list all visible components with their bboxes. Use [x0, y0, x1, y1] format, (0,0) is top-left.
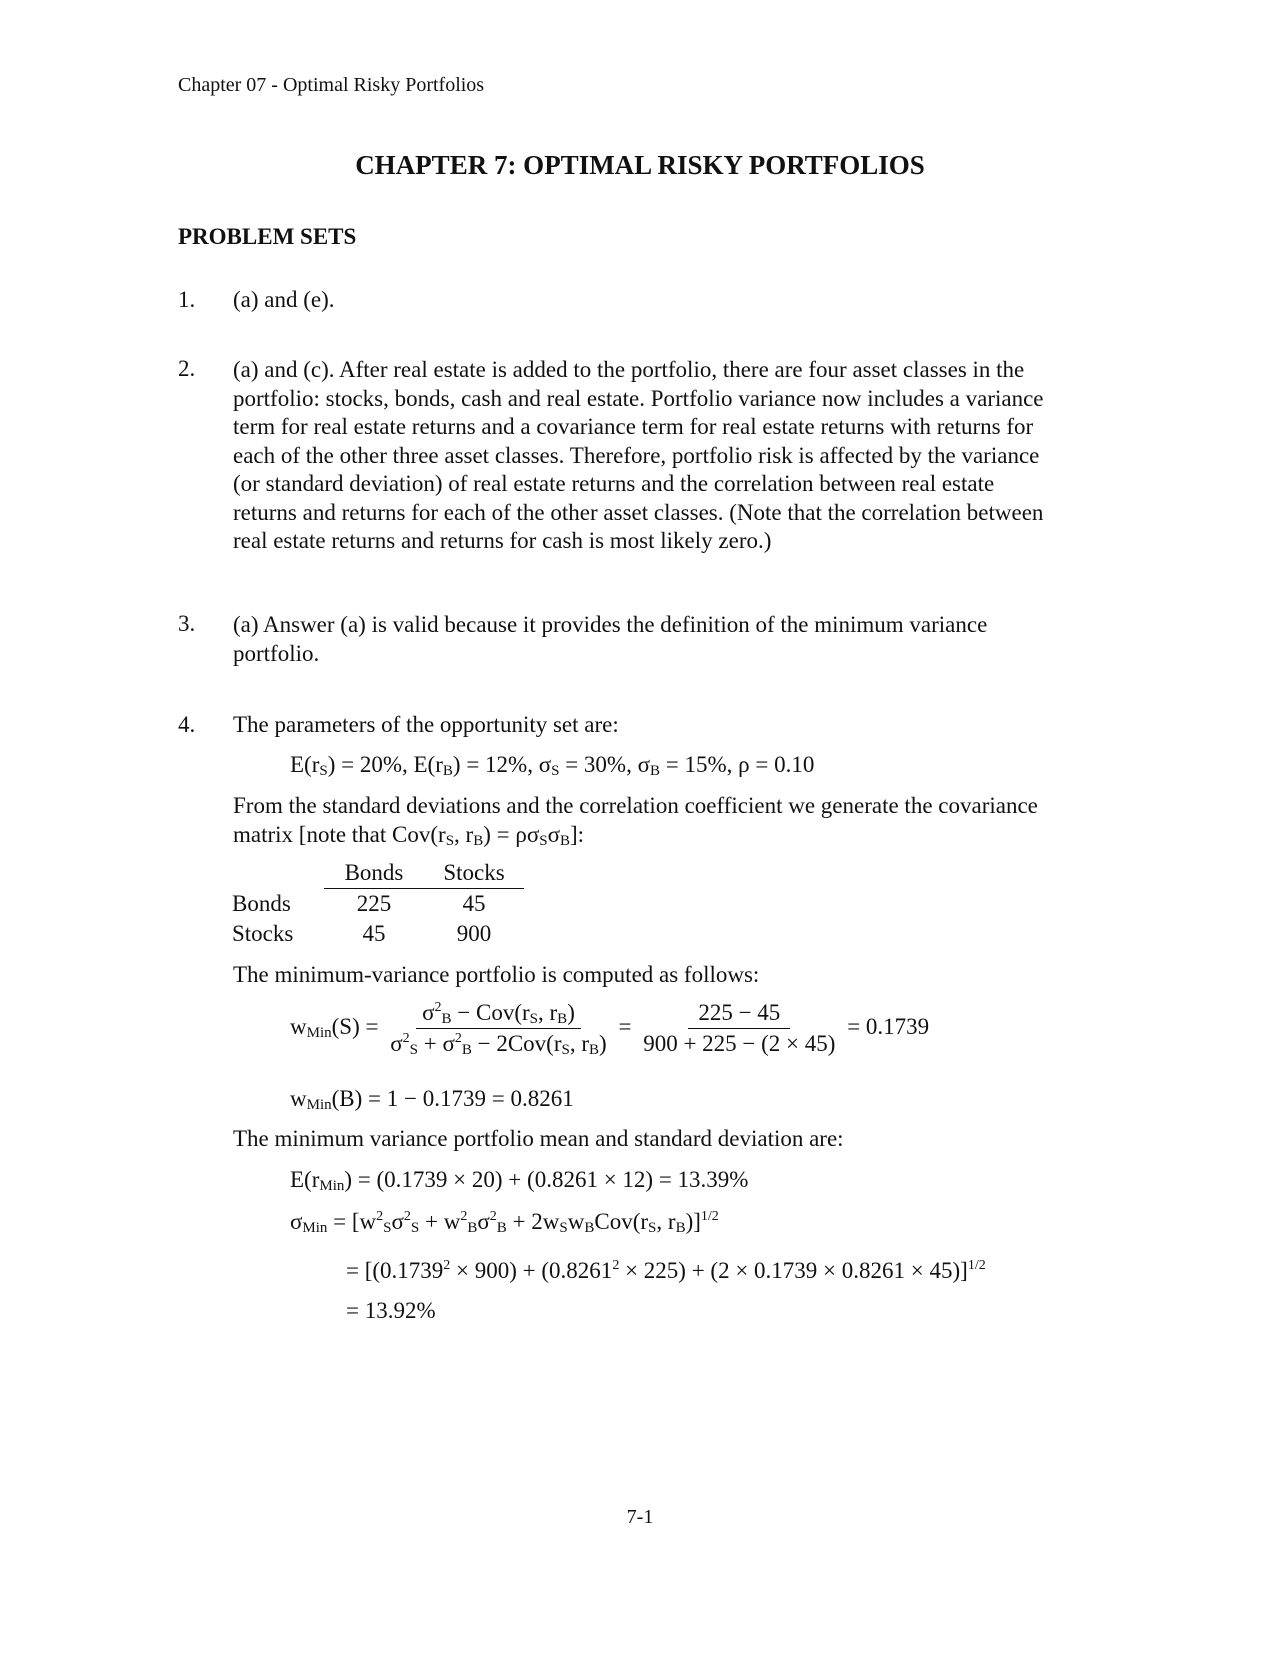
problem-3-answer [233, 611, 987, 668]
table-cell: 900 [456, 921, 492, 946]
problem-2-line: (or standard deviation) of real estate returns and the correlation between real estate [233, 471, 995, 496]
page-number: 7-1 [626, 1506, 654, 1528]
running-header: Chapter 07 - Optimal Risky Portfolios [178, 74, 485, 96]
row-label: Bonds [232, 890, 291, 916]
problem-3-line: (a) Answer (a) is valid because it provides the definition of the minimum variance [233, 612, 988, 637]
problem-2-line: each of the other three asset classes. Therefore, portfolio risk is affected by the variance [233, 442, 1040, 468]
section-heading: PROBLEM SETS [178, 224, 357, 249]
problem-4-intro: The parameters of the opportunity set are: [233, 712, 619, 737]
problem-2-line: term for real estate returns and a covariance term for real estate returns with returns for [233, 414, 1034, 439]
column-header: Bonds [324, 858, 424, 889]
min-variance-sd-substitution: = $[(0.1739^2 \times 900) + (0.8261^2 \times 225) + (2 \times 0.1739 \times 0.8261 \times 45)]^{1/2}$ [346, 1258, 986, 1283]
problem-2-line: returns and returns for each of the other asset classes. (Note that the correlation between [233, 499, 1044, 525]
min-variance-intro: The minimum-variance portfolio is computed as follows: [233, 962, 760, 987]
problem-1-answer: (a) and (e). [233, 287, 335, 312]
problem-2-answer [233, 356, 1044, 556]
weight-fraction-symbolic: $\frac{\sigma^2_B - Cov(r_S, r_B)}{\sigma^2_S + \sigma^2_B - 2Cov(r_S, r_B)}$ [390, 1000, 607, 1058]
covariance-matrix-table [232, 858, 524, 949]
min-variance-sd-result: = 13.92% [346, 1298, 436, 1323]
problem-3-number: 3. [178, 611, 196, 636]
table-cell: 225 [356, 891, 392, 916]
column-header: Stocks [424, 858, 524, 889]
min-variance-expected-return: $E(r_{Min}) = (0.1739 \times 20) + (0.8261 \times 12) = 13.39\%$ [290, 1167, 749, 1194]
min-variance-sd-formula: $\sigma_{Min} = [w^2_S\sigma^2_S + w^2_B\sigma^2_B + 2w_Sw_BCov(r_S$, $r_B)]^{1/2}$ [290, 1209, 719, 1236]
table-row [232, 889, 524, 920]
row-label: Stocks [232, 921, 294, 946]
covariance-intro-line: From the standard deviations and the correlation coefficient we generate the covariance [233, 793, 1038, 818]
problem-1-number: 1. [178, 287, 196, 312]
problem-2-line: real estate returns and returns for cash is most likely zero.) [233, 528, 772, 553]
mean-sd-intro: The minimum variance portfolio mean and standard deviation are: [233, 1126, 844, 1151]
min-variance-bond-weight: $w_{Min}(B) = 1 - 0.1739 = 0.8261$ [290, 1086, 574, 1113]
min-variance-weight-equation: $w_{Min}(S)$ = $\frac{\sigma^2_B - Cov(r_S, r_B)}{\sigma^2_S + \sigma^2_B - 2Cov(r_S, r_B)}$ = $\frac{225 - 45}{900 + 225 - (2 \times 45)}$ = 0.1739 [290, 1000, 930, 1058]
opportunity-set-parameters: $E(r_S) = 20\%$, $E(r_B) = 12\%$, $\sigma_S = 30\%$, $\sigma_B = 15\%$, ρ = 0.10 [290, 752, 815, 779]
chapter-title: CHAPTER 7: OPTIMAL RISKY PORTFOLIOS [355, 150, 925, 180]
covariance-intro-line: matrix [note that $Cov(r_S$, $r_B) = \rho\sigma_S\sigma_B$]: [233, 821, 585, 849]
weight-result: = 0.1739 [847, 1013, 930, 1039]
problem-3-line: portfolio. [233, 640, 320, 666]
problem-2-line: (a) and (c). After real estate is added to the portfolio, there are four asset classes in the [233, 357, 1025, 382]
table-cell: 45 [362, 921, 386, 946]
table-row [232, 919, 524, 949]
table-header-row [232, 858, 524, 889]
problem-2-line: portfolio: stocks, bonds, cash and real estate. Portfolio variance now includes a variance [233, 385, 1044, 411]
table-cell: 45 [462, 891, 486, 916]
weight-fraction-numeric: $\frac{225 - 45}{900 + 225 - (2 \times 45)}$ [643, 1000, 836, 1056]
covariance-matrix-intro [233, 792, 1038, 849]
problem-2-number: 2. [178, 356, 196, 381]
problem-4-number: 4. [178, 712, 196, 737]
